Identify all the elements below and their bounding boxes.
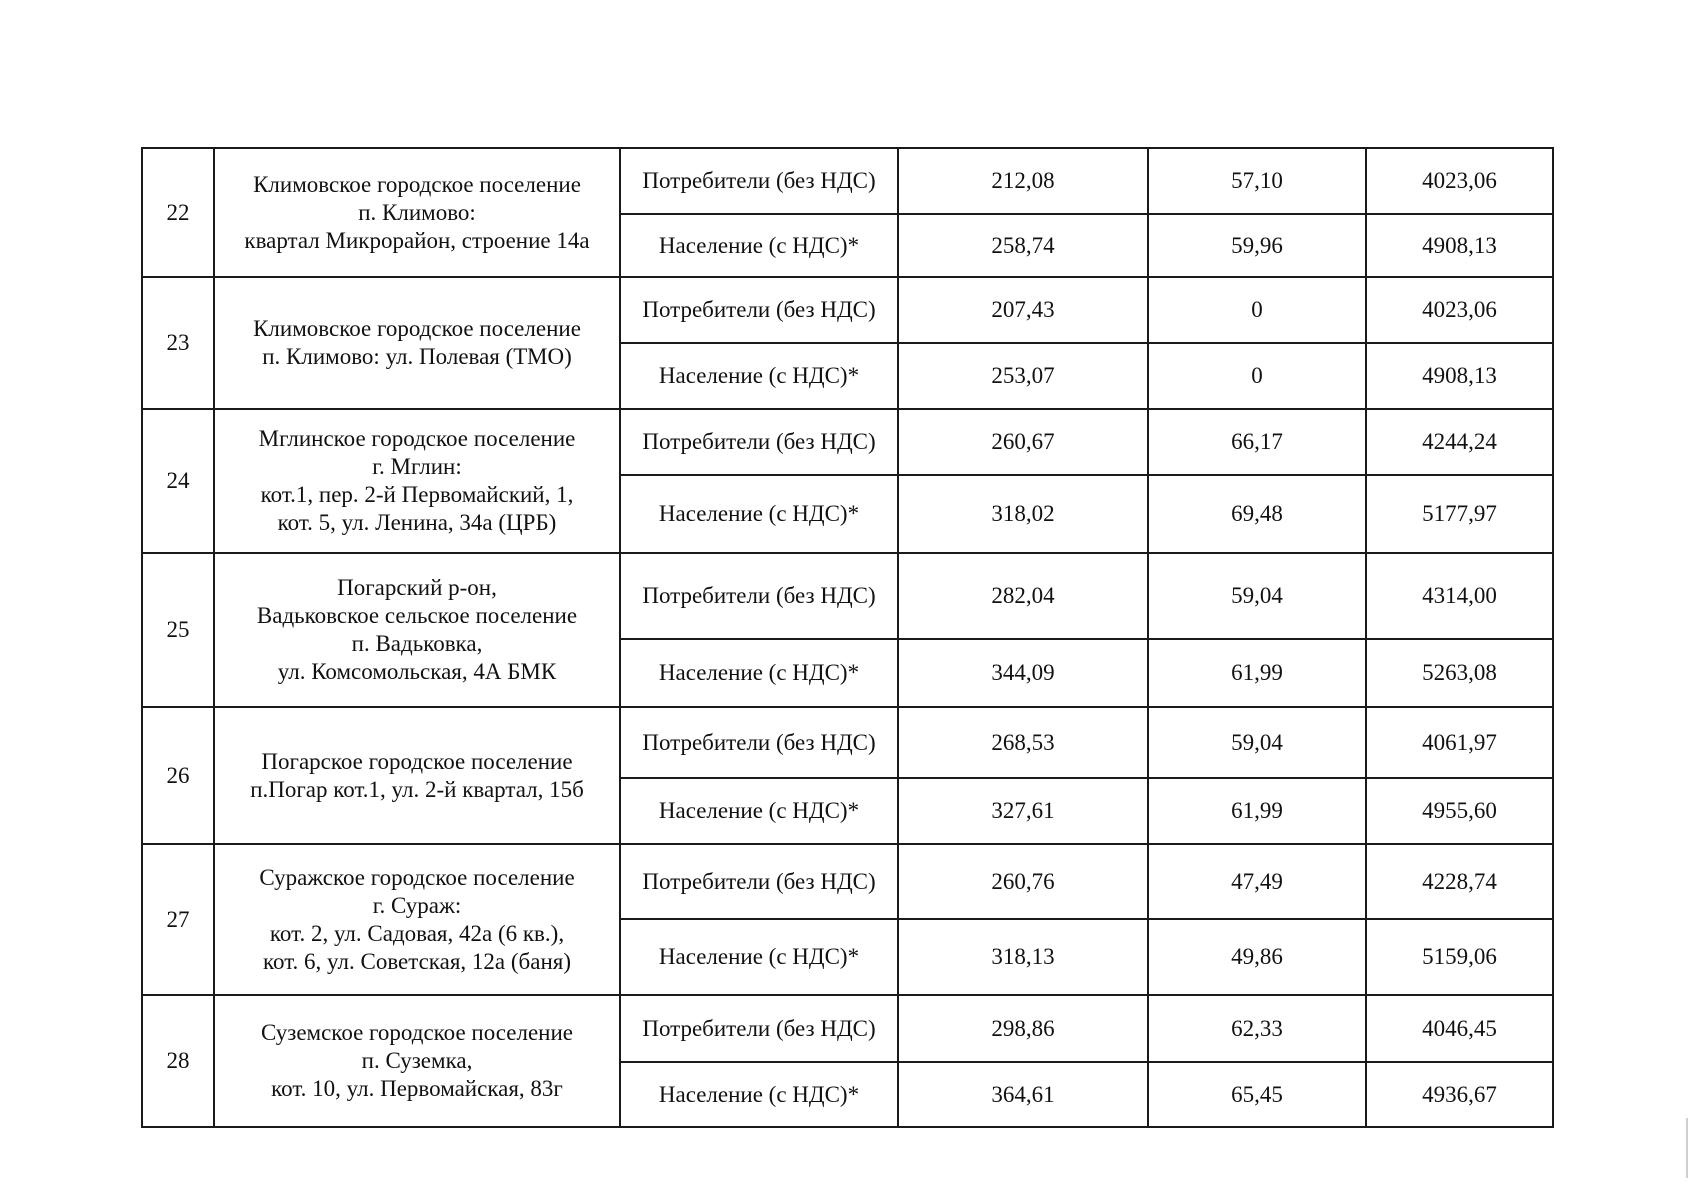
consumer-category-cell: Потребители (без НДС) (620, 707, 898, 778)
settlement-line: Суземское городское поселение (260, 1020, 574, 1045)
value-cell-1: 212,08 (898, 148, 1148, 214)
value-cell-2: 59,04 (1148, 707, 1366, 778)
table-row (142, 148, 1553, 214)
consumer-category-cell: Население (с НДС)* (620, 343, 898, 409)
settlement-cell (214, 553, 620, 707)
settlement-line: г. Мглин: (372, 454, 462, 479)
consumer-category-cell: Население (с НДС)* (620, 1062, 898, 1127)
settlement-cell (214, 995, 620, 1127)
row-number-cell: 25 (142, 553, 214, 707)
value-cell-1: 260,76 (898, 844, 1148, 919)
value-cell-1: 364,61 (898, 1062, 1148, 1127)
settlement-cell (214, 844, 620, 995)
settlement-cell (214, 277, 620, 409)
value-cell-1: 258,74 (898, 214, 1148, 277)
value-cell-3: 5159,06 (1366, 919, 1553, 995)
value-cell-1: 344,09 (898, 639, 1148, 707)
value-cell-2: 61,99 (1148, 778, 1366, 844)
settlement-line: кот. 5, ул. Ленина, 34а (ЦРБ) (277, 510, 557, 535)
value-cell-3: 4314,00 (1366, 553, 1553, 639)
settlement-line: Климовское городское поселение (253, 316, 581, 341)
value-cell-2: 0 (1148, 343, 1366, 409)
table-row (142, 409, 1553, 475)
table-row (142, 995, 1553, 1062)
value-cell-2: 59,04 (1148, 553, 1366, 639)
settlement-line: п. Вадьковка, (351, 631, 483, 656)
row-number-cell: 28 (142, 995, 214, 1127)
settlement-line: п. Климово: (358, 199, 476, 225)
value-cell-1: 268,53 (898, 707, 1148, 778)
value-cell-2: 66,17 (1148, 409, 1366, 475)
consumer-category-cell: Потребители (без НДС) (620, 844, 898, 919)
value-cell-1: 298,86 (898, 995, 1148, 1062)
value-cell-1: 282,04 (898, 553, 1148, 639)
value-cell-1: 318,02 (898, 475, 1148, 553)
value-cell-2: 69,48 (1148, 475, 1366, 553)
settlement-line: п.Погар кот.1, ул. 2-й квартал, 15б (250, 776, 584, 802)
settlement-line: г. Сураж: (372, 892, 462, 918)
value-cell-2: 65,45 (1148, 1062, 1366, 1127)
row-number-cell: 23 (142, 277, 214, 409)
value-cell-1: 318,13 (898, 919, 1148, 995)
value-cell-2: 49,86 (1148, 919, 1366, 995)
tariff-table-body (142, 148, 1553, 1127)
value-cell-2: 47,49 (1148, 844, 1366, 919)
settlement-line: кот. 6, ул. Советская, 12а (баня) (263, 948, 571, 974)
consumer-category-cell: Население (с НДС)* (620, 214, 898, 277)
value-cell-3: 4244,24 (1366, 409, 1553, 475)
table-row (142, 707, 1553, 778)
value-cell-3: 4908,13 (1366, 214, 1553, 277)
value-cell-2: 0 (1148, 277, 1366, 343)
value-cell-3: 4023,06 (1366, 148, 1553, 214)
row-number-cell: 22 (142, 148, 214, 277)
settlement-cell (214, 409, 620, 553)
settlement-line: Климовское городское поселение (253, 171, 581, 197)
value-cell-3: 4046,45 (1366, 995, 1553, 1062)
value-cell-1: 327,61 (898, 778, 1148, 844)
settlement-line: кот. 10, ул. Первомайская, 83г (271, 1076, 563, 1101)
table-row (142, 844, 1553, 919)
settlement-line: Мглинское городское поселение (258, 426, 576, 451)
value-cell-3: 4061,97 (1366, 707, 1553, 778)
table-row (142, 553, 1553, 639)
consumer-category-cell: Население (с НДС)* (620, 919, 898, 995)
value-cell-3: 4955,60 (1366, 778, 1553, 844)
consumer-category-cell: Население (с НДС)* (620, 778, 898, 844)
settlement-line: Вадьковское сельское поселение (256, 603, 578, 628)
value-cell-1: 253,07 (898, 343, 1148, 409)
row-number-cell: 26 (142, 707, 214, 844)
scan-edge-mark (1686, 1118, 1688, 1178)
value-cell-3: 4936,67 (1366, 1062, 1553, 1127)
settlement-line: п. Климово: ул. Полевая (ТМО) (262, 344, 572, 369)
value-cell-2: 62,33 (1148, 995, 1366, 1062)
consumer-category-cell: Потребители (без НДС) (620, 409, 898, 475)
settlement-line: Суражское городское поселение (259, 864, 575, 890)
value-cell-2: 61,99 (1148, 639, 1366, 707)
value-cell-3: 4228,74 (1366, 844, 1553, 919)
settlement-line: Погарский р-он, (337, 575, 497, 600)
settlement-line: Погарское городское поселение (261, 748, 573, 774)
settlement-cell (214, 148, 620, 277)
value-cell-1: 207,43 (898, 277, 1148, 343)
value-cell-3: 5177,97 (1366, 475, 1553, 553)
consumer-category-cell: Население (с НДС)* (620, 639, 898, 707)
value-cell-3: 4908,13 (1366, 343, 1553, 409)
consumer-category-cell: Потребители (без НДС) (620, 995, 898, 1062)
settlement-cell (214, 707, 620, 844)
value-cell-3: 5263,08 (1366, 639, 1553, 707)
consumer-category-cell: Потребители (без НДС) (620, 553, 898, 639)
settlement-line: кот. 2, ул. Садовая, 42а (6 кв.), (269, 920, 565, 946)
value-cell-2: 57,10 (1148, 148, 1366, 214)
consumer-category-cell: Население (с НДС)* (620, 475, 898, 553)
consumer-category-cell: Потребители (без НДС) (620, 148, 898, 214)
settlement-line: п. Суземка, (361, 1048, 473, 1073)
value-cell-3: 4023,06 (1366, 277, 1553, 343)
value-cell-2: 59,96 (1148, 214, 1366, 277)
settlement-line: квартал Микрорайон, строение 14а (244, 227, 590, 253)
row-number-cell: 27 (142, 844, 214, 995)
consumer-category-cell: Потребители (без НДС) (620, 277, 898, 343)
row-number-cell: 24 (142, 409, 214, 553)
value-cell-1: 260,67 (898, 409, 1148, 475)
settlement-line: ул. Комсомольская, 4А БМК (277, 659, 557, 684)
tariff-table (141, 147, 1554, 1128)
table-row (142, 277, 1553, 343)
settlement-line: кот.1, пер. 2-й Первомайский, 1, (260, 482, 574, 507)
